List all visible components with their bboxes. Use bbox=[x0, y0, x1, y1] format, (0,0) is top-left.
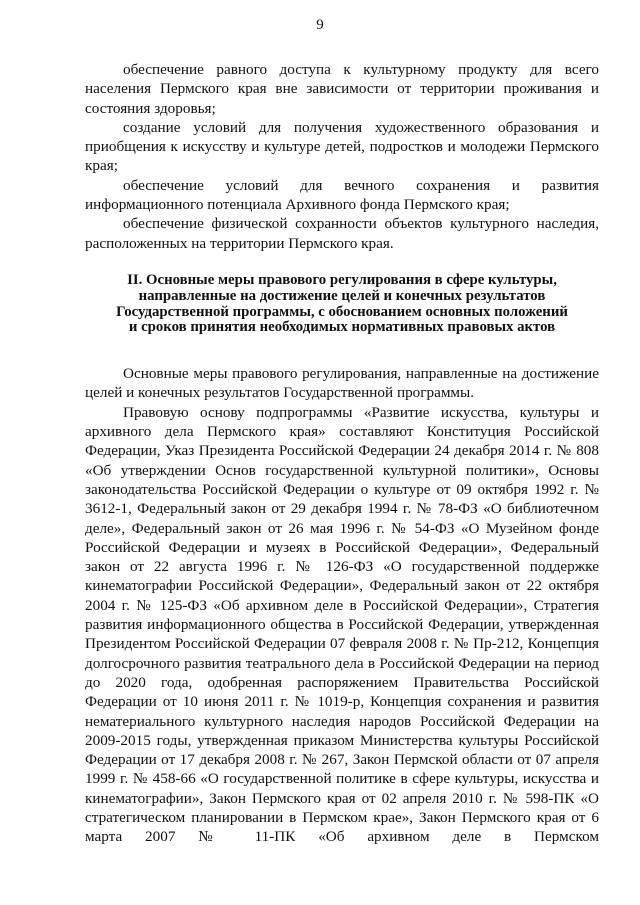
body-paragraph: Правовую основу подпрограммы «Развитие искусства, культуры и архивного дела Пермского края» составляют Конституция Российской Федерации, Указ Президента Российской Федерации 24 декабря 2014 г. № 808 «Об утверждении Основ государственной культурной политики», Основы законодательства Российской Федерации о культуре от 09 октября 1992 г. № 3612-1, Федеральный закон от 29 декабря 1994 г. № 78-ФЗ «О библиотечном деле», Федеральный закон от 26 мая 1996 г. № 54-ФЗ «О Музейном фонде Российской Федерации и музеях в Российской Федерации», Федеральный закон от 22 августа 1996 г. № 126-ФЗ «О государственной поддержке кинематографии Российской Федерации», Федеральный закон от 22 октября 2004 г. № 125-ФЗ «Об архивном деле в Российской Федерации», Стратегия развития информационного общества в Российской Федерации, утвержденная Президентом Российской Федерации 07 февраля 2008 г. № Пр-212, Концепция долгосрочного развития театрального дела в Российской Федерации на период до 2020 года, одобренная распоряжением Правительства Российской Федерации от 10 июня 2011 г. № 1019-р, Концепция сохранения и развития нематериального культурного наследия народов Российской Федерации на 2009-2015 годы, утвержденная приказом Министерства культуры Российской Федерации от 17 декабря 2008 г. № 267, Закон Пермской области от 07 апреля 1999 г. № 458-66 «О государственной политике в сфере культуры, искусства и кинематографии», Закон Пермского края от 02 апреля 2010 г. № 598-ПК «О стратегическом планировании в Пермском крае», Закон Пермского края от 6 марта 2007 № 11-ПК «Об архивном деле в Пермском bbox=[85, 403, 599, 846]
body-paragraph: Основные меры правового регулирования, направленные на достижение целей и конечных результатов Государственной программы. bbox=[85, 365, 599, 402]
goal-paragraph: обеспечение условий для вечного сохранения и развития информационного потенциала Архивного фонда Пермского края; bbox=[85, 176, 599, 214]
goal-paragraph: обеспечение равного доступа к культурному продукту для всего населения Пермского края вне зависимости от территории проживания и состояния здоровья; bbox=[85, 61, 599, 117]
section-heading-line: направленные на достижение целей и конечных результатов bbox=[138, 287, 546, 304]
section-heading bbox=[85, 273, 599, 364]
section-heading-line: Государственной программы, с обоснованием основных положений bbox=[116, 303, 568, 320]
goal-paragraph: обеспечение физической сохранности объектов культурного наследия, расположенных на территории Пермского края. bbox=[85, 215, 599, 252]
section-heading-line: II. Основные меры правового регулирования в сфере культуры, bbox=[127, 271, 557, 288]
section-heading-line: и сроков принятия необходимых нормативных правовых актов bbox=[128, 319, 556, 336]
goal-paragraph: создание условий для получения художественного образования и приобщения к искусству и культуре детей, подростков и молодежи Пермского края; bbox=[85, 118, 599, 175]
page-number: 9 bbox=[316, 17, 324, 33]
document-body bbox=[85, 60, 599, 847]
